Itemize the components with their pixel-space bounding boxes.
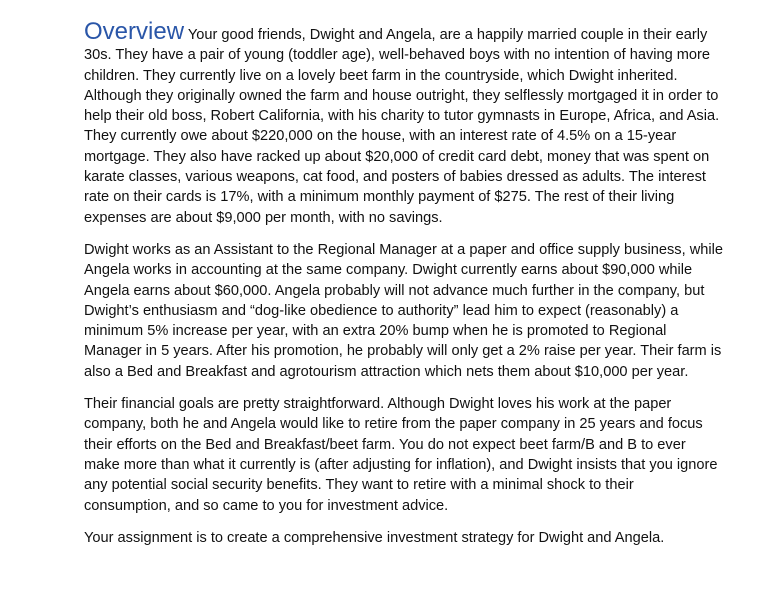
- goals-paragraph: Their financial goals are pretty straightforward. Although Dwight loves his work at the paper company, both he and Angela would like to retire from the paper company in 25 years and focus their efforts on the Bed and Breakfast/beet farm. You do not expect beet farm/B and B to ever make more than what it currently is (after adjusting for inflation), and Dwight insists that you ignore any potential social security benefits. They want to retire with a minimal shock to their consumption, and so came to you for investment advice.: [84, 396, 718, 514]
- assignment-paragraph: Your assignment is to create a comprehensive investment strategy for Dwight and Angela.: [84, 529, 665, 546]
- document-body: [84, 18, 724, 560]
- section-heading: Overview: [84, 18, 185, 45]
- overview-paragraph: [84, 18, 724, 228]
- employment-paragraph: Dwight works as an Assistant to the Regional Manager at a paper and office supply business, while Angela works in accounting at the same company. Dwight currently earns about $90,000 while Angela earns about $60,000. Angela probably will not advance much further in the company, but Dwight’s enthusiasm and “dog-like obedience to authority” lead him to expect (reasonably) a minimum 5% increase per year, with an extra 20% bump when he is promoted to Regional Manager in 5 years. After his promotion, he probably will only get a 2% raise per year. Their farm is also a Bed and Breakfast and agrotourism attraction which nets them about $10,000 per year.: [84, 241, 723, 380]
- paragraph-text: Your good friends, Dwight and Angela, are a happily married couple in their early 30s. They have a pair of young (toddler age), well-behaved boys with no intention of having more children. They currently live on a lovely beet farm in the countryside, which Dwight inherited. Although they originally owned the farm and house outright, they selflessly mortgaged it in order to help their old boss, Robert California, with his charity to tutor gymnasts in Europe, Africa, and Asia. They currently owe about $220,000 on the house, with an interest rate of 4.5% on a 15-year mortgage. They also have racked up about $20,000 of credit card debt, money that was spent on karate classes, various weapons, cat food, and posters of babies dressed as adults. The interest rate on their cards is 17%, with a minimum monthly payment of $275. The rest of their living expenses are about $9,000 per month, with no savings.: [84, 27, 720, 226]
